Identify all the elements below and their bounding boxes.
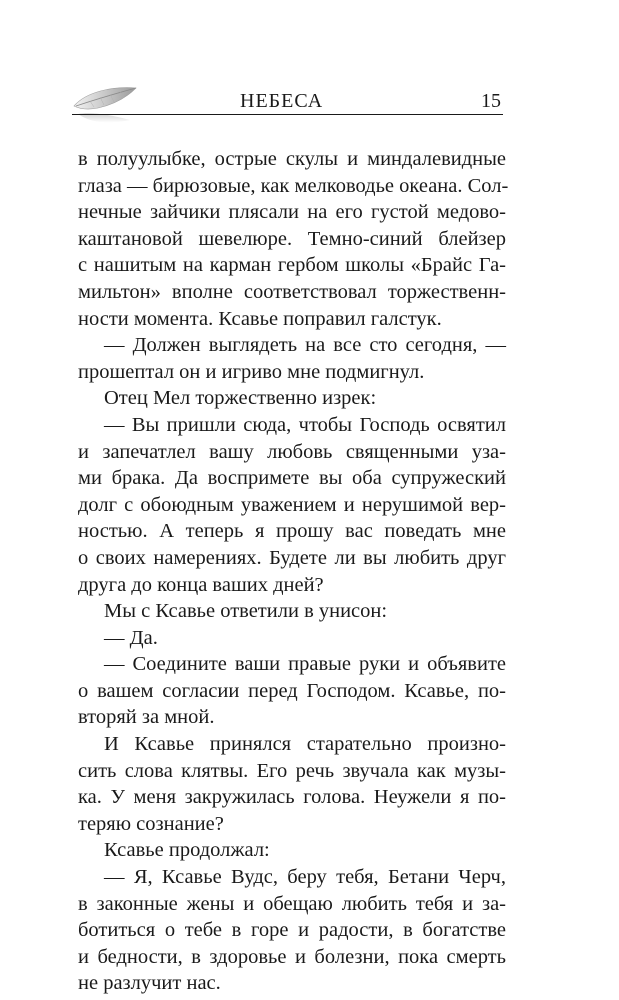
feather-icon	[72, 84, 142, 126]
text-line: ности момента. Ксавье поправил галстук.	[78, 307, 442, 330]
text-line: нечные зайчики плясали на его густой медово-	[78, 201, 506, 224]
text-line: прошептал он и игриво мне подмигнул.	[78, 360, 425, 383]
text-line: — Должен выглядеть на все сто сегодня, —	[104, 334, 506, 357]
paragraph	[78, 731, 506, 837]
text-line: мильтон» вполне соответствовал торжественн-	[78, 280, 506, 303]
text-line: — Вы пришли сюда, чтобы Господь освятил	[104, 413, 506, 436]
text-line: не разлучит нас.	[78, 972, 221, 995]
text-line: каштановой шевелюре. Темно-синий блейзер	[78, 227, 506, 250]
paragraph	[78, 625, 506, 652]
text-line: Мы с Ксавье ответили в унисон:	[104, 600, 388, 623]
paragraph	[78, 598, 506, 625]
text-line: долг с обоюдным уважением и нерушимой вер-	[78, 493, 506, 516]
text-line: И Ксавье принялся старательно произно-	[104, 733, 506, 756]
paragraph	[78, 412, 506, 598]
text-line: о вашем согласии перед Господом. Ксавье, по-	[78, 679, 506, 702]
paragraph	[78, 864, 506, 997]
text-line: вторяй за мной.	[78, 706, 215, 729]
paragraph	[78, 385, 506, 412]
text-line: сить слова клятвы. Его речь звучала как музы-	[78, 759, 506, 782]
paragraph	[78, 332, 506, 385]
text-line: о своих намерениях. Будете ли вы любить друг	[78, 546, 506, 569]
header-rule	[72, 114, 503, 115]
text-line: — Да.	[104, 626, 158, 649]
text-line: глаза — бирюзовые, как мелководье океана. Сол-	[78, 174, 509, 197]
running-title: НЕБЕСА	[240, 90, 324, 112]
text-line: и запечатлел вашу любовь священными уза-	[78, 440, 506, 463]
paragraph	[78, 837, 506, 864]
text-line: ностью. А теперь я прошу вас поведать мне	[78, 520, 506, 543]
text-line: Отец Мел торжественно изрек:	[104, 387, 377, 410]
text-line: ка. У меня закружилась голова. Неужели я по-	[78, 786, 506, 809]
text-line: друга до конца ваших дней?	[78, 573, 324, 596]
page-number: 15	[481, 90, 501, 112]
text-line: и бедности, в здоровье и болезни, пока смерть	[78, 945, 506, 968]
text-line: в полуулыбке, острые скулы и миндалевидные	[78, 148, 506, 170]
text-line: — Соедините ваши правые руки и объявите	[104, 653, 506, 676]
paragraph	[78, 146, 509, 332]
text-line: ботиться о тебе в горе и радости, в богатстве	[78, 919, 506, 942]
text-line: ми брака. Да воспримете вы оба супружеский	[78, 467, 506, 490]
paragraph	[78, 651, 506, 731]
running-header	[72, 84, 503, 120]
text-line: теряю сознание?	[78, 812, 224, 835]
text-line: в законные жены и обещаю любить тебя и за-	[78, 892, 506, 915]
text-line: — Я, Ксавье Вудс, беру тебя, Бетани Черч,	[104, 866, 506, 889]
body-text	[78, 146, 509, 997]
text-line: с нашитым на карман гербом школы «Брайс Га-	[78, 254, 506, 277]
text-line: Ксавье продолжал:	[104, 839, 270, 862]
